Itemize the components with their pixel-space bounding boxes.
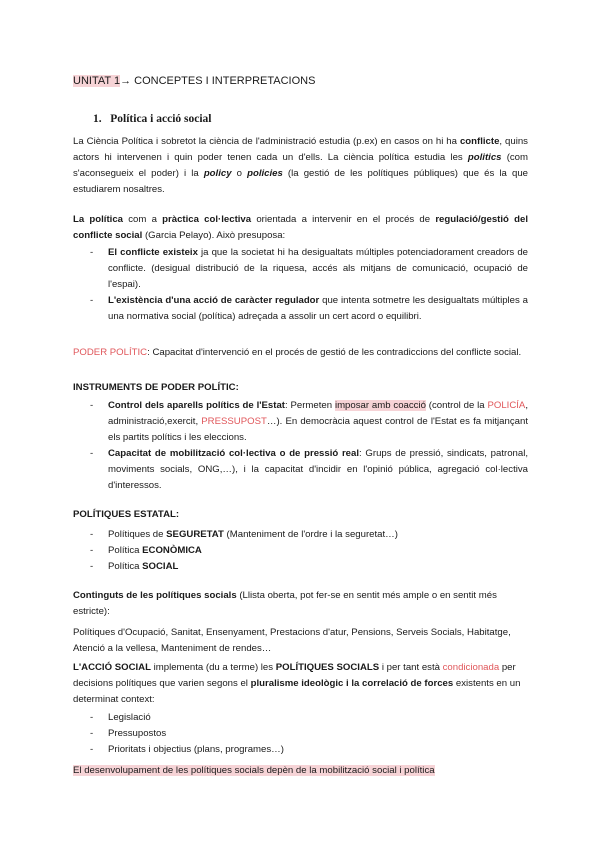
list-item: - Prioritats i objectius (plans, programes…) — [73, 742, 528, 758]
list-item: - Política SOCIAL — [73, 559, 528, 575]
list-item: - L'existència d'una acció de caràcter regulador que intenta sotmetre les desigualtats múltiples a una normativa social (política) adreçada a assolir un cert acord o equilibri. — [73, 293, 528, 325]
poder-term: PODER POLÍTIC — [73, 347, 148, 358]
politiques-estatal-list — [73, 527, 528, 575]
arrow: → — [120, 75, 132, 87]
continguts-list: Polítiques d'Ocupació, Sanitat, Ensenyament, Prestacions d'atur, Pensions, Serveis Socials, Habitatge, Atenció a la vellesa, Manteniment de rendes… — [73, 627, 511, 654]
continguts-paragraph: Continguts de les polítiques socials (Llista oberta, pot fer-se en sentit més ample o en sentit més estricte): — [73, 590, 497, 617]
politica-list — [73, 245, 528, 325]
unit-title: CONCEPTES I INTERPRETACIONS — [134, 75, 316, 87]
unit-label: UNITAT 1 — [73, 75, 121, 87]
accio-social-paragraph: L'ACCIÓ SOCIAL implementa (du a terme) les POLÍTIQUES SOCIALS i per tant està condicionada per decisions polítiques que varien segons el pluralisme ideològic i la correlació de forces existents en un determinat context: — [73, 662, 521, 705]
politica-definition: La política com a pràctica col·lectiva orientada a intervenir en el procés de regulació/gestió del conflicte social (Garcia Pelayo). Això presuposa: — [73, 214, 528, 241]
list-item: - Control dels aparells polítics de l'Estat: Permeten imposar amb coacció (control de la POLICÍA, administració,exercit, PRESSUPOST…). En democràcia aquest control de l'Estat es fa mitjançant els partits polítics i les eleccions. — [73, 398, 528, 446]
list-item: - Polítiques de SEGURETAT (Manteniment de l'ordre i la seguretat…) — [73, 527, 528, 543]
section-number: 1. — [93, 113, 102, 125]
section-heading — [93, 111, 548, 127]
accio-list — [73, 710, 528, 758]
politiques-estatal-title: POLÍTIQUES ESTATAL: — [73, 509, 180, 520]
list-item: - Capacitat de mobilització col·lectiva o de pressió real: Grups de pressió, sindicats, patronal, moviments socials, ONG,…), i la capacitat d'incidir en l'opinió pública, agregació col·lectiva d'interessos. — [73, 446, 528, 494]
list-item: - Pressupostos — [73, 726, 528, 742]
unit-heading — [73, 74, 528, 89]
conclusion: El desenvolupament de les polítiques socials depèn de la mobilització social i política — [73, 765, 435, 776]
list-item: - El conflicte existeix ja que la societat hi ha desigualtats múltiples potenciadorament creadors de conflicte. (desigual distribució de la riquesa, accés als mitjans de comunicació, ocupació de l'espai). — [73, 245, 528, 293]
poder-politic-definition: PODER POLÍTIC: Capacitat d'intervenció en el procés de gestió de les contradiccions del conflicte social. — [73, 347, 522, 358]
instruments-title: INSTRUMENTS DE PODER POLÍTIC: — [73, 382, 239, 393]
list-item: - Legislació — [73, 710, 528, 726]
list-item: - Política ECONÒMICA — [73, 543, 528, 559]
section-title: Política i acció social — [110, 113, 212, 125]
intro-paragraph: La Ciència Política i sobretot la ciència de l'administració estudia (p.ex) en casos on hi ha conflicte, quins actors hi intervenen i quin poder tenen cada un d'ells. La ciència política estudia les politics (com s'aconsegueix el poder) i la policy o policies (la gestió de les polítiques públiques) que és la que estudiarem nosaltres. — [73, 136, 529, 195]
instruments-list — [73, 398, 528, 494]
